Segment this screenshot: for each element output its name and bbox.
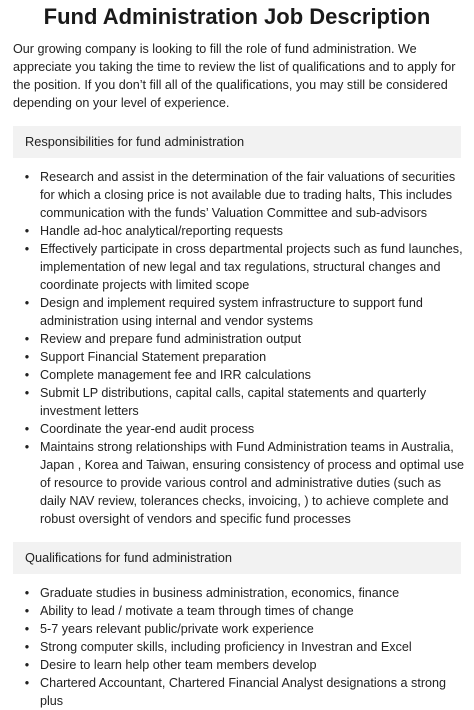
bullet-icon: • — [24, 242, 30, 256]
intro-paragraph: Our growing company is looking to fill the role of fund administration. We appreciate you taking the time to review the list of qualifications and to apply for the position. If you don’t fill all of the qualifications, you may still be considered depending on your level of experience. — [13, 42, 456, 110]
list-item-text: Coordinate the year-end audit process — [40, 422, 255, 436]
list-item-text: Effectively participate in cross departmental projects such as fund launches, implementation of new legal and tax regulations, structural changes and coordinate projects with limited scope — [40, 242, 463, 292]
list-item — [18, 638, 466, 656]
bullet-icon: • — [24, 386, 30, 400]
qualifications-heading: Qualifications for fund administration — [13, 542, 461, 574]
list-item-text: 5-7 years relevant public/private work experience — [40, 622, 314, 636]
list-item — [18, 438, 466, 528]
qualifications-list — [18, 584, 466, 710]
list-item-text: Maintains strong relationships with Fund Administration teams in Australia, Japan , Korea and Taiwan, ensuring consistency of process and optimal use of resource to provide various control and administrative duties (such as daily NAV review, tolerances checks, invoicing, ) to achieve complete and robust oversight of vendors and specific fund processes — [40, 440, 465, 526]
bullet-icon: • — [24, 440, 30, 454]
list-item — [18, 294, 466, 330]
list-item-text: Strong computer skills, including proficiency in Investran and Excel — [40, 640, 412, 654]
list-item — [18, 366, 466, 384]
list-item — [18, 656, 466, 674]
list-item — [18, 384, 466, 420]
list-item-text: Support Financial Statement preparation — [40, 350, 267, 364]
list-item — [18, 584, 466, 602]
list-item-text: Desire to learn help other team members develop — [40, 658, 317, 672]
bullet-icon: • — [24, 658, 30, 672]
list-item-text: Design and implement required system infrastructure to support fund administration using internal and vendor systems — [40, 296, 423, 328]
bullet-icon: • — [24, 368, 30, 382]
bullet-icon: • — [24, 296, 30, 310]
list-item — [18, 222, 466, 240]
list-item-text: Handle ad-hoc analytical/reporting requests — [40, 224, 283, 238]
bullet-icon: • — [24, 170, 30, 184]
list-item — [18, 330, 466, 348]
bullet-icon: • — [24, 422, 30, 436]
bullet-icon: • — [24, 676, 30, 690]
list-item-text: Graduate studies in business administration, economics, finance — [40, 586, 400, 600]
list-item-text: Complete management fee and IRR calculations — [40, 368, 311, 382]
bullet-icon: • — [24, 332, 30, 346]
list-item — [18, 168, 466, 222]
list-item-text: Chartered Accountant, Chartered Financial Analyst designations a strong plus — [40, 676, 447, 708]
responsibilities-heading: Responsibilities for fund administration — [13, 126, 461, 158]
bullet-icon: • — [24, 640, 30, 654]
list-item — [18, 240, 466, 294]
page-title: Fund Administration Job Description — [43, 4, 431, 29]
list-item-text: Research and assist in the determination of the fair valuations of securities for which a closing price is not available due to trading halts, This includes communication with the funds’ Valuation Committee and sub-advisors — [40, 170, 456, 220]
bullet-icon: • — [24, 622, 30, 636]
responsibilities-list — [18, 168, 466, 528]
bullet-icon: • — [24, 586, 30, 600]
bullet-icon: • — [24, 224, 30, 238]
bullet-icon: • — [24, 350, 30, 364]
list-item — [18, 348, 466, 366]
list-item — [18, 420, 466, 438]
list-item — [18, 602, 466, 620]
list-item — [18, 674, 466, 710]
list-item-text: Review and prepare fund administration output — [40, 332, 302, 346]
list-item — [18, 620, 466, 638]
list-item-text: Submit LP distributions, capital calls, capital statements and quarterly investment letters — [40, 386, 427, 418]
list-item-text: Ability to lead / motivate a team through times of change — [40, 604, 354, 618]
bullet-icon: • — [24, 604, 30, 618]
